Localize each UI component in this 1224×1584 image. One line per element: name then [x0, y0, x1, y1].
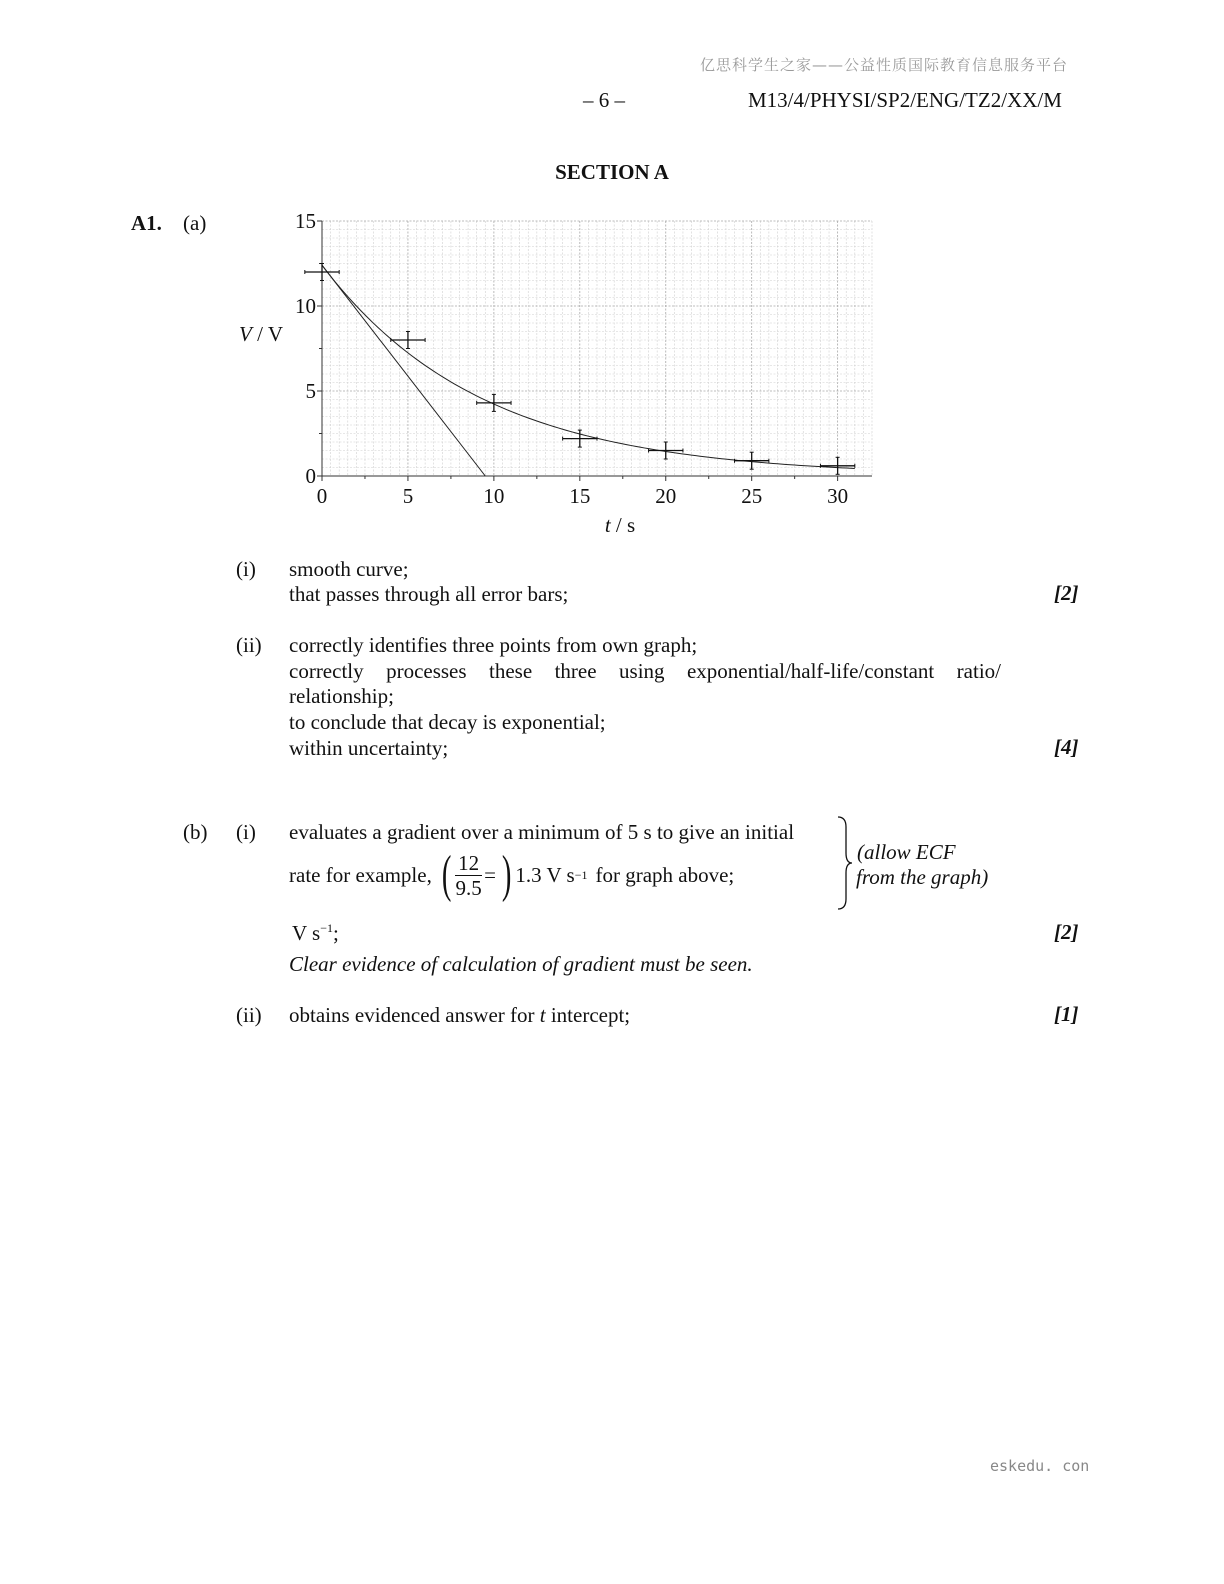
part-a-i-line-2: that passes through all error bars; — [289, 582, 569, 606]
data-point — [649, 442, 683, 459]
part-a-ii-line-1: correctly identifies three points from own graph; — [289, 633, 698, 657]
x-axis-label — [605, 513, 635, 537]
chart-tangent-line-group — [322, 265, 485, 476]
side-note-line-1: (allow ECF — [857, 840, 956, 864]
part-b-ii-mark: [1] — [1054, 1002, 1079, 1026]
part-b-ii-var: t — [539, 1003, 546, 1027]
y-axis-unit: / V — [251, 322, 283, 346]
right-brace-icon — [834, 815, 854, 911]
x-tick-label: 0 — [316, 484, 328, 508]
side-note-line-2: from the graph) — [856, 865, 989, 889]
equals-sign: = — [484, 863, 497, 887]
part-a-ii-label: (ii) — [236, 633, 262, 657]
close-paren-glyph: ) — [501, 846, 512, 903]
data-point — [820, 457, 854, 474]
data-point — [735, 452, 769, 469]
part-a-i-mark: [2] — [1054, 581, 1079, 605]
y-tick-label: 0 — [305, 464, 316, 488]
part-a-ii-line-5: within uncertainty; — [289, 736, 449, 760]
x-tick-label: 10 — [483, 484, 505, 508]
part-b-i-line-2: rate for example, ( $\frac{12}{9.5}$ = ) 1.3 V s −1 for graph above; — [289, 846, 735, 903]
unit-suffix: ; — [333, 921, 339, 945]
part-b-i-line-1: evaluates a gradient over a minimum of 5 s to give an initial — [289, 820, 795, 844]
part-b-label: (b) — [183, 820, 208, 844]
open-paren-glyph: ( — [441, 846, 452, 903]
x-axis-var: t — [604, 513, 611, 537]
fraction-numerator: 12 — [455, 851, 482, 876]
watermark-top: 亿思科学生之家——公益性质国际教育信息服务平台 — [700, 56, 1069, 74]
part-b-i-note: Clear evidence of calculation of gradient must be seen. — [289, 952, 753, 976]
gradient-fraction — [455, 851, 482, 900]
x-tick-label: 25 — [741, 484, 763, 508]
part-a-ii-line-3: relationship; — [289, 684, 394, 708]
voltage-time-chart — [220, 205, 900, 545]
x-axis-unit: / s — [610, 513, 636, 537]
section-title: SECTION A — [555, 160, 669, 184]
data-point — [305, 264, 339, 281]
part-a-ii-line-4: to conclude that decay is exponential; — [289, 710, 606, 734]
y-tick-label: 15 — [295, 209, 316, 233]
data-point — [391, 332, 425, 349]
gradient-value: 1.3 V s — [515, 863, 575, 887]
document-code: M13/4/PHYSI/SP2/ENG/TZ2/XX/M — [748, 88, 1062, 112]
x-tick-label: 30 — [827, 484, 849, 508]
question-number: A1. — [131, 211, 162, 235]
part-b-i-line-2-prefix: rate for example, — [289, 863, 432, 887]
part-b-i-mark: [2] — [1054, 920, 1079, 944]
fraction-denominator: 9.5 — [455, 875, 482, 900]
part-b-i-unit — [292, 920, 339, 946]
part-a-i-line-1: smooth curve; — [289, 557, 409, 581]
watermark-bottom: eskedu. con — [990, 1457, 1090, 1475]
x-tick-label: 5 — [402, 484, 414, 508]
part-a-ii-line-2: correctly processes these three using exponential/half-life/constant ratio/ — [289, 659, 1001, 683]
part-a-ii-mark: [4] — [1054, 735, 1079, 759]
x-tick-label: 20 — [655, 484, 677, 508]
part-b-ii-text-after: intercept; — [545, 1003, 631, 1027]
part-b-ii-text — [289, 1002, 630, 1028]
part-b-i-line-2-suffix: for graph above; — [595, 863, 735, 887]
part-b-ii-label: (ii) — [236, 1003, 262, 1027]
part-a-label: (a) — [183, 211, 207, 235]
y-axis-label — [239, 322, 283, 346]
part-b-i-label: (i) — [236, 820, 256, 844]
part-a-i-label: (i) — [236, 557, 256, 581]
x-tick-label: 15 — [569, 484, 591, 508]
data-point — [563, 430, 597, 447]
y-tick-label: 5 — [305, 379, 316, 403]
tangent-line — [322, 265, 485, 476]
unit-exp: −1 — [320, 921, 333, 935]
y-axis-var: V — [239, 322, 252, 346]
page-number: – 6 – — [583, 88, 625, 112]
y-tick-label: 10 — [295, 294, 316, 318]
part-b-ii-text-before: obtains evidenced answer for — [289, 1003, 540, 1027]
unit-text: V s — [292, 921, 321, 945]
